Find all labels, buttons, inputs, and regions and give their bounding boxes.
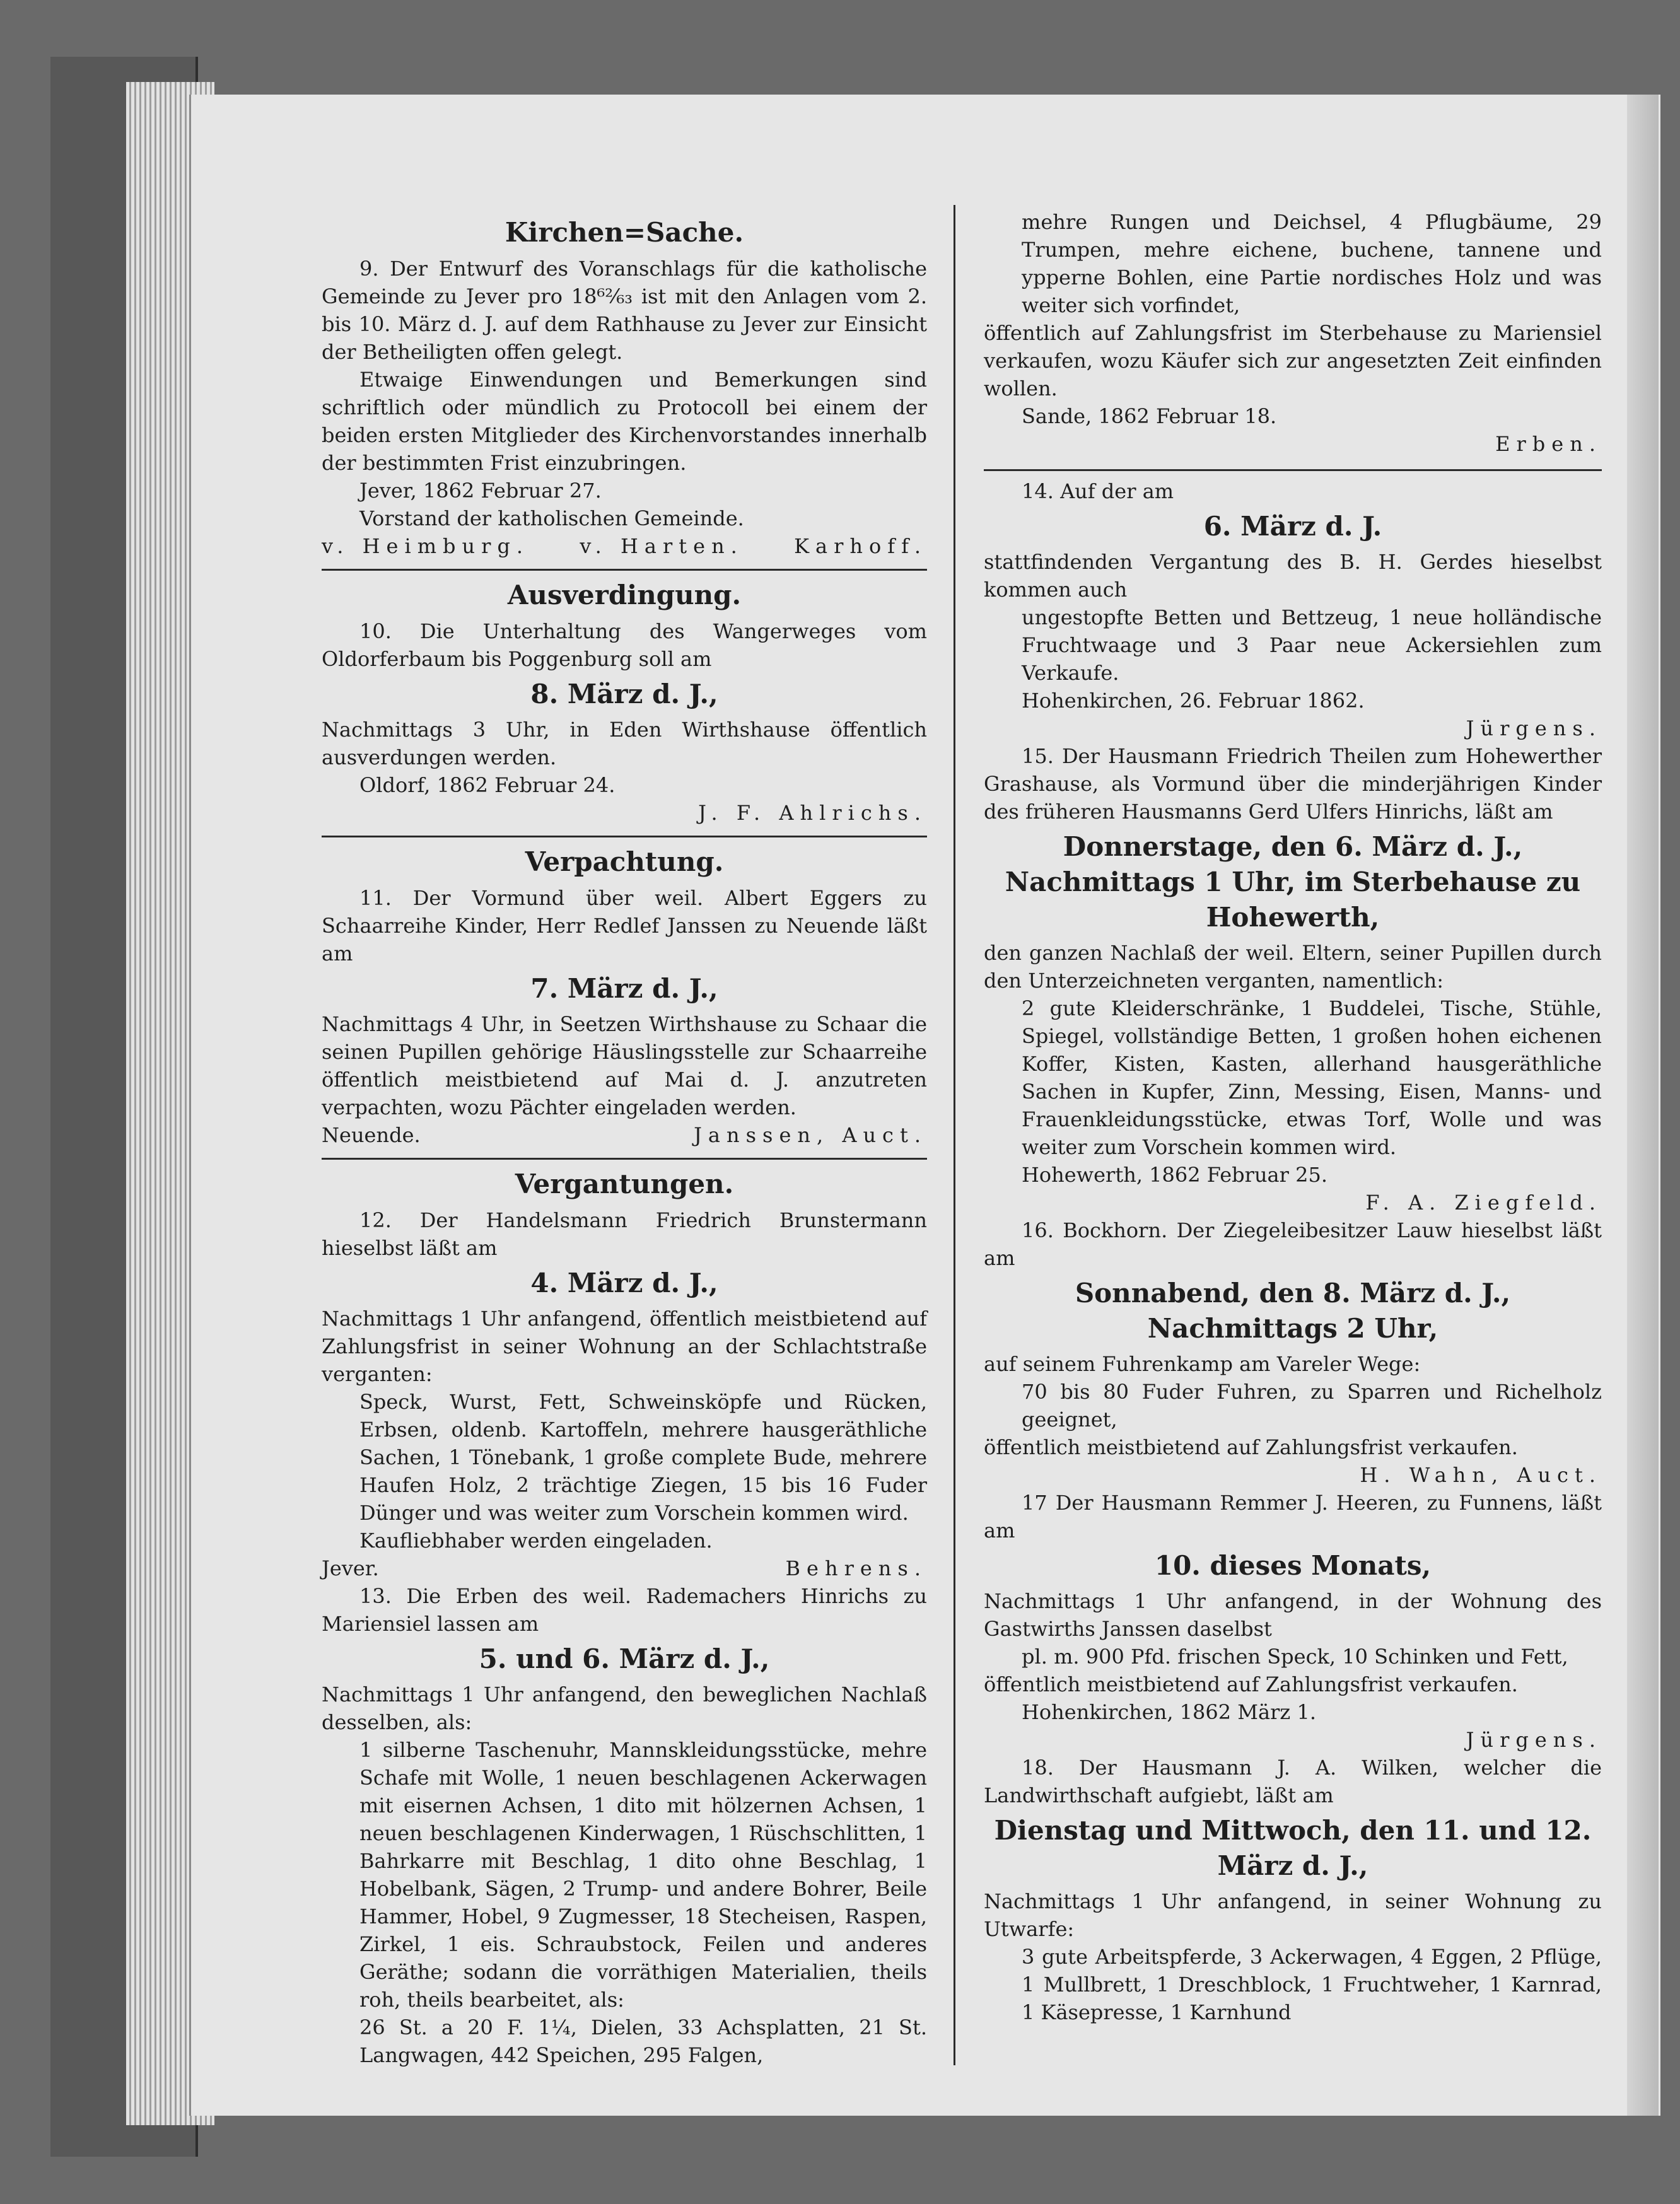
notice-16-signature: H. Wahn, Auct. <box>1360 1463 1602 1487</box>
notice-15-items: 2 gute Kleiderschränke, 1 Buddelei, Tische, Stühle, Spiegel, vollständige Betten, 1 großen hohen eichenen Koffer, Kisten, Kasten, allerhand hausgeräthliche Sachen in Kupfer, Zinn, Messing, Eisen, Manns- und Frauenkleidungsstücke, etwas Torf, Wolle und was weiter zum Vorschein kommen wird. <box>1022 996 1602 1159</box>
notice-18-items: 3 gute Arbeitspferde, 3 Ackerwagen, 4 Eggen, 2 Pflüge, 1 Mullbrett, 1 Dreschblock, 1 Fruchtweher, 1 Karnrad, 1 Käsepresse, 1 Karnhund <box>1022 1945 1602 2024</box>
section-rule <box>984 469 1602 471</box>
notice-14-place: Hohenkirchen, 26. Februar 1862. <box>1022 689 1365 713</box>
notice-16-date: Sonnabend, den 8. März d. J., Nachmittags 2 Uhr, <box>1075 1278 1511 1344</box>
notice-9-board: Vorstand der katholischen Gemeinde. <box>359 506 744 530</box>
notice-17-place: Hohenkirchen, 1862 März 1. <box>1022 1700 1316 1724</box>
notice-10-text: Nachmittags 3 Uhr, in Eden Wirthshause öffentlich ausverdungen werden. <box>322 718 927 769</box>
notice-17-date: 10. dieses Monats, <box>1154 1550 1432 1581</box>
signature-karhoff: Karhoff. <box>794 534 927 558</box>
notice-12-buyers: Kaufliebhaber werden eingeladen. <box>359 1529 713 1553</box>
notice-14-text: stattfindenden Vergantung des B. H. Gerdes hieselbst kommen auch <box>984 550 1602 602</box>
notice-17-text: Nachmittags 1 Uhr anfangend, in der Wohnung des Gastwirths Janssen daselbst <box>984 1589 1602 1641</box>
notice-14-date: 6. März d. J. <box>1203 511 1382 542</box>
heading-kirchen: Kirchen=Sache. <box>505 217 744 248</box>
notice-16-sale: öffentlich meistbietend auf Zahlungsfrist verkaufen. <box>984 1435 1518 1459</box>
notice-9-date: Jever, 1862 Februar 27. <box>359 479 602 503</box>
notice-12-text: Nachmittags 1 Uhr anfangend, öffentlich meistbietend auf Zahlungsfrist in seiner Wohnung an der Schlachtstraße verganten: <box>322 1307 927 1386</box>
section-kirchen <box>322 214 927 560</box>
section-ausverdingung <box>322 577 927 827</box>
notice-13-materials: 26 St. a 20 F. 1¼, Dielen, 33 Achsplatten, 21 St. Langwagen, 442 Speichen, 295 Falgen, <box>359 2015 927 2067</box>
notice-11-text: Nachmittags 4 Uhr, in Seetzen Wirthshause zu Schaar die seinen Pupillen gehörige Häuslingsstelle zur Schaarreihe öffentlich meistbietend auf Mai d. J. anzutreten verpachten, wozu Pächter eingeladen werden. <box>322 1012 927 1119</box>
notice-13-text: Nachmittags 1 Uhr anfangend, den beweglichen Nachlaß desselben, als: <box>322 1682 927 1734</box>
heading-ausverdingung: Ausverdingung. <box>507 580 742 610</box>
notice-14-signature: Jürgens. <box>1466 716 1602 740</box>
notice-10-place: Oldorf, 1862 Februar 24. <box>359 773 615 797</box>
notice-14-items: ungestopfte Betten und Bettzeug, 1 neue holländische Fruchtwaage und 3 Paar neue Ackersiehlen zum Verkaufe. <box>1022 605 1602 685</box>
notice-11-footer <box>322 1121 927 1149</box>
notice-18-date: Dienstag und Mittwoch, den 11. und 12. März d. J., <box>994 1815 1592 1881</box>
section-rule <box>322 569 927 571</box>
notice-11-date: 7. März d. J., <box>530 973 718 1004</box>
page-shadow <box>1627 95 1659 2116</box>
notice-15-text: den ganzen Nachlaß der weil. Eltern, seiner Pupillen durch den Unterzeichneten verganten, namentlich: <box>984 941 1602 993</box>
signature-harten: v. Harten. <box>580 534 744 558</box>
notice-13-items: 1 silberne Taschenuhr, Mannskleidungsstücke, mehre Schafe mit Wolle, 1 neuen beschlagenen Ackerwagen mit eisernen Achsen, 1 dito mit hölzernen Achsen, 1 neuen beschlagenen Kinderwagen, 1 Rüschschlitten, 1 Bahrkarre mit Beschlag, 1 dito ohne Beschlag, 1 Hobelbank, Sägen, 2 Trump- und andere Bohrer, Beile Hammer, Hobel, 9 Zugmesser, 18 Stecheisen, Raspen, Zirkel, 1 eis. Schraubstock, Feilen und anderes Geräthe; sodann die vorräthigen Materialien, theils roh, theils bearbeitet, als: <box>359 1738 927 2012</box>
notice-12: 12. Der Handelsmann Friedrich Brunstermann hieselbst läßt am <box>322 1208 927 1260</box>
column-divider <box>954 205 955 2065</box>
notice-12-footer <box>322 1554 927 1582</box>
notice-13-signature: Erben. <box>1495 432 1602 456</box>
notice-13-continued: mehre Rungen und Deichsel, 4 Pflugbäume, 29 Trumpen, mehre eichene, buchene, tannene und ypperne Bohlen, eine Partie nordisches Holz und was weiter sich vorfindet, <box>1022 210 1602 317</box>
notice-17-items: pl. m. 900 Pfd. frischen Speck, 10 Schinken und Fett, <box>1022 1645 1568 1669</box>
notice-18: 18. Der Hausmann J. A. Wilken, welcher die Landwirthschaft aufgiebt, läßt am <box>984 1756 1602 1807</box>
notice-12-items: Speck, Wurst, Fett, Schweinsköpfe und Rücken, Erbsen, oldenb. Kartoffeln, mehrere hausgeräthliche Sachen, 1 Tönebank, 1 große complete Bude, mehrere Haufen Holz, 2 trächtige Ziegen, 15 bis 16 Fuder Dünger und was weiter zum Vorschein kommen wird. <box>359 1390 927 1525</box>
heading-vergantungen: Vergantungen. <box>515 1169 734 1199</box>
notice-13-sale: öffentlich auf Zahlungsfrist im Sterbehause zu Mariensiel verkaufen, wozu Käufer sich zur angesetzten Zeit einfinden wollen. <box>984 321 1602 400</box>
notice-13-date: 5. und 6. März d. J., <box>479 1643 770 1674</box>
notice-18-text: Nachmittags 1 Uhr anfangend, in seiner Wohnung zu Utwarfe: <box>984 1889 1602 1941</box>
heading-verpachtung: Verpachtung. <box>525 846 724 877</box>
notice-9-objections: Etwaige Einwendungen und Bemerkungen sind schriftlich oder mündlich zu Protocoll bei einem der beiden ersten Mitglieder des Kirchenvorstandes innerhalb der bestimmten Frist einzubringen. <box>322 368 927 475</box>
signature-heimburg: v. Heimburg. <box>322 534 530 558</box>
notice-9: 9. Der Entwurf des Voranschlags für die katholische Gemeinde zu Jever pro 18⁶²⁄₆₃ ist mit den Anlagen vom 2. bis 10. März d. J. auf dem Rathhause zu Jever zur Einsicht der Betheiligten offen gelegt. <box>322 257 927 364</box>
notice-13-place: Sande, 1862 Februar 18. <box>1022 404 1277 428</box>
section-rule <box>322 836 927 837</box>
left-column <box>322 208 927 2069</box>
notice-12-date: 4. März d. J., <box>530 1268 718 1298</box>
notice-17-sale: öffentlich meistbietend auf Zahlungsfrist verkaufen. <box>984 1672 1518 1696</box>
notice-11: 11. Der Vormund über weil. Albert Eggers zu Schaarreihe Kinder, Herr Redlef Janssen zu Neuende läßt am <box>322 886 927 965</box>
notice-15-place: Hohewerth, 1862 Februar 25. <box>1022 1163 1327 1187</box>
notice-10-signature: J. F. Ahlrichs. <box>698 801 927 825</box>
notice-12-signature: Behrens. <box>785 1556 927 1580</box>
notice-17-signature: Jürgens. <box>1466 1728 1602 1752</box>
notice-15-signature: F. A. Ziegfeld. <box>1365 1191 1602 1215</box>
notice-10: 10. Die Unterhaltung des Wangerweges vom Oldorferbaum bis Poggenburg soll am <box>322 619 927 671</box>
section-vergantungen <box>322 1166 927 2069</box>
notice-11-place: Neuende. <box>322 1123 421 1147</box>
notice-16-text: auf seinem Fuhrenkamp am Vareler Wege: <box>984 1352 1421 1376</box>
section-verpachtung <box>322 844 927 1149</box>
notice-13: 13. Die Erben des weil. Rademachers Hinrichs zu Mariensiel lassen am <box>322 1584 927 1636</box>
notice-15: 15. Der Hausmann Friedrich Theilen zum Hohewerther Grashause, als Vormund über die minderjährigen Kinder des früheren Hausmanns Gerd Ulfers Hinrichs, läßt am <box>984 744 1602 824</box>
notice-9-signatures <box>322 532 927 560</box>
notice-14: 14. Auf der am <box>1022 479 1174 503</box>
right-column <box>984 208 1602 2026</box>
notice-16-items: 70 bis 80 Fuder Fuhren, zu Sparren und Richelholz geeignet, <box>1022 1380 1602 1431</box>
notice-12-place: Jever. <box>322 1556 379 1580</box>
section-rule <box>322 1158 927 1160</box>
notice-11-signature: Janssen, Auct. <box>694 1123 927 1147</box>
notice-17: 17 Der Hausmann Remmer J. Heeren, zu Funnens, läßt am <box>984 1491 1602 1542</box>
notice-16: 16. Bockhorn. Der Ziegeleibesitzer Lauw hieselbst läßt am <box>984 1218 1602 1270</box>
notice-15-date: Donnerstage, den 6. März d. J., Nachmittags 1 Uhr, im Sterbehause zu Hohewerth, <box>1005 831 1581 933</box>
notice-10-date: 8. März d. J., <box>530 679 718 709</box>
